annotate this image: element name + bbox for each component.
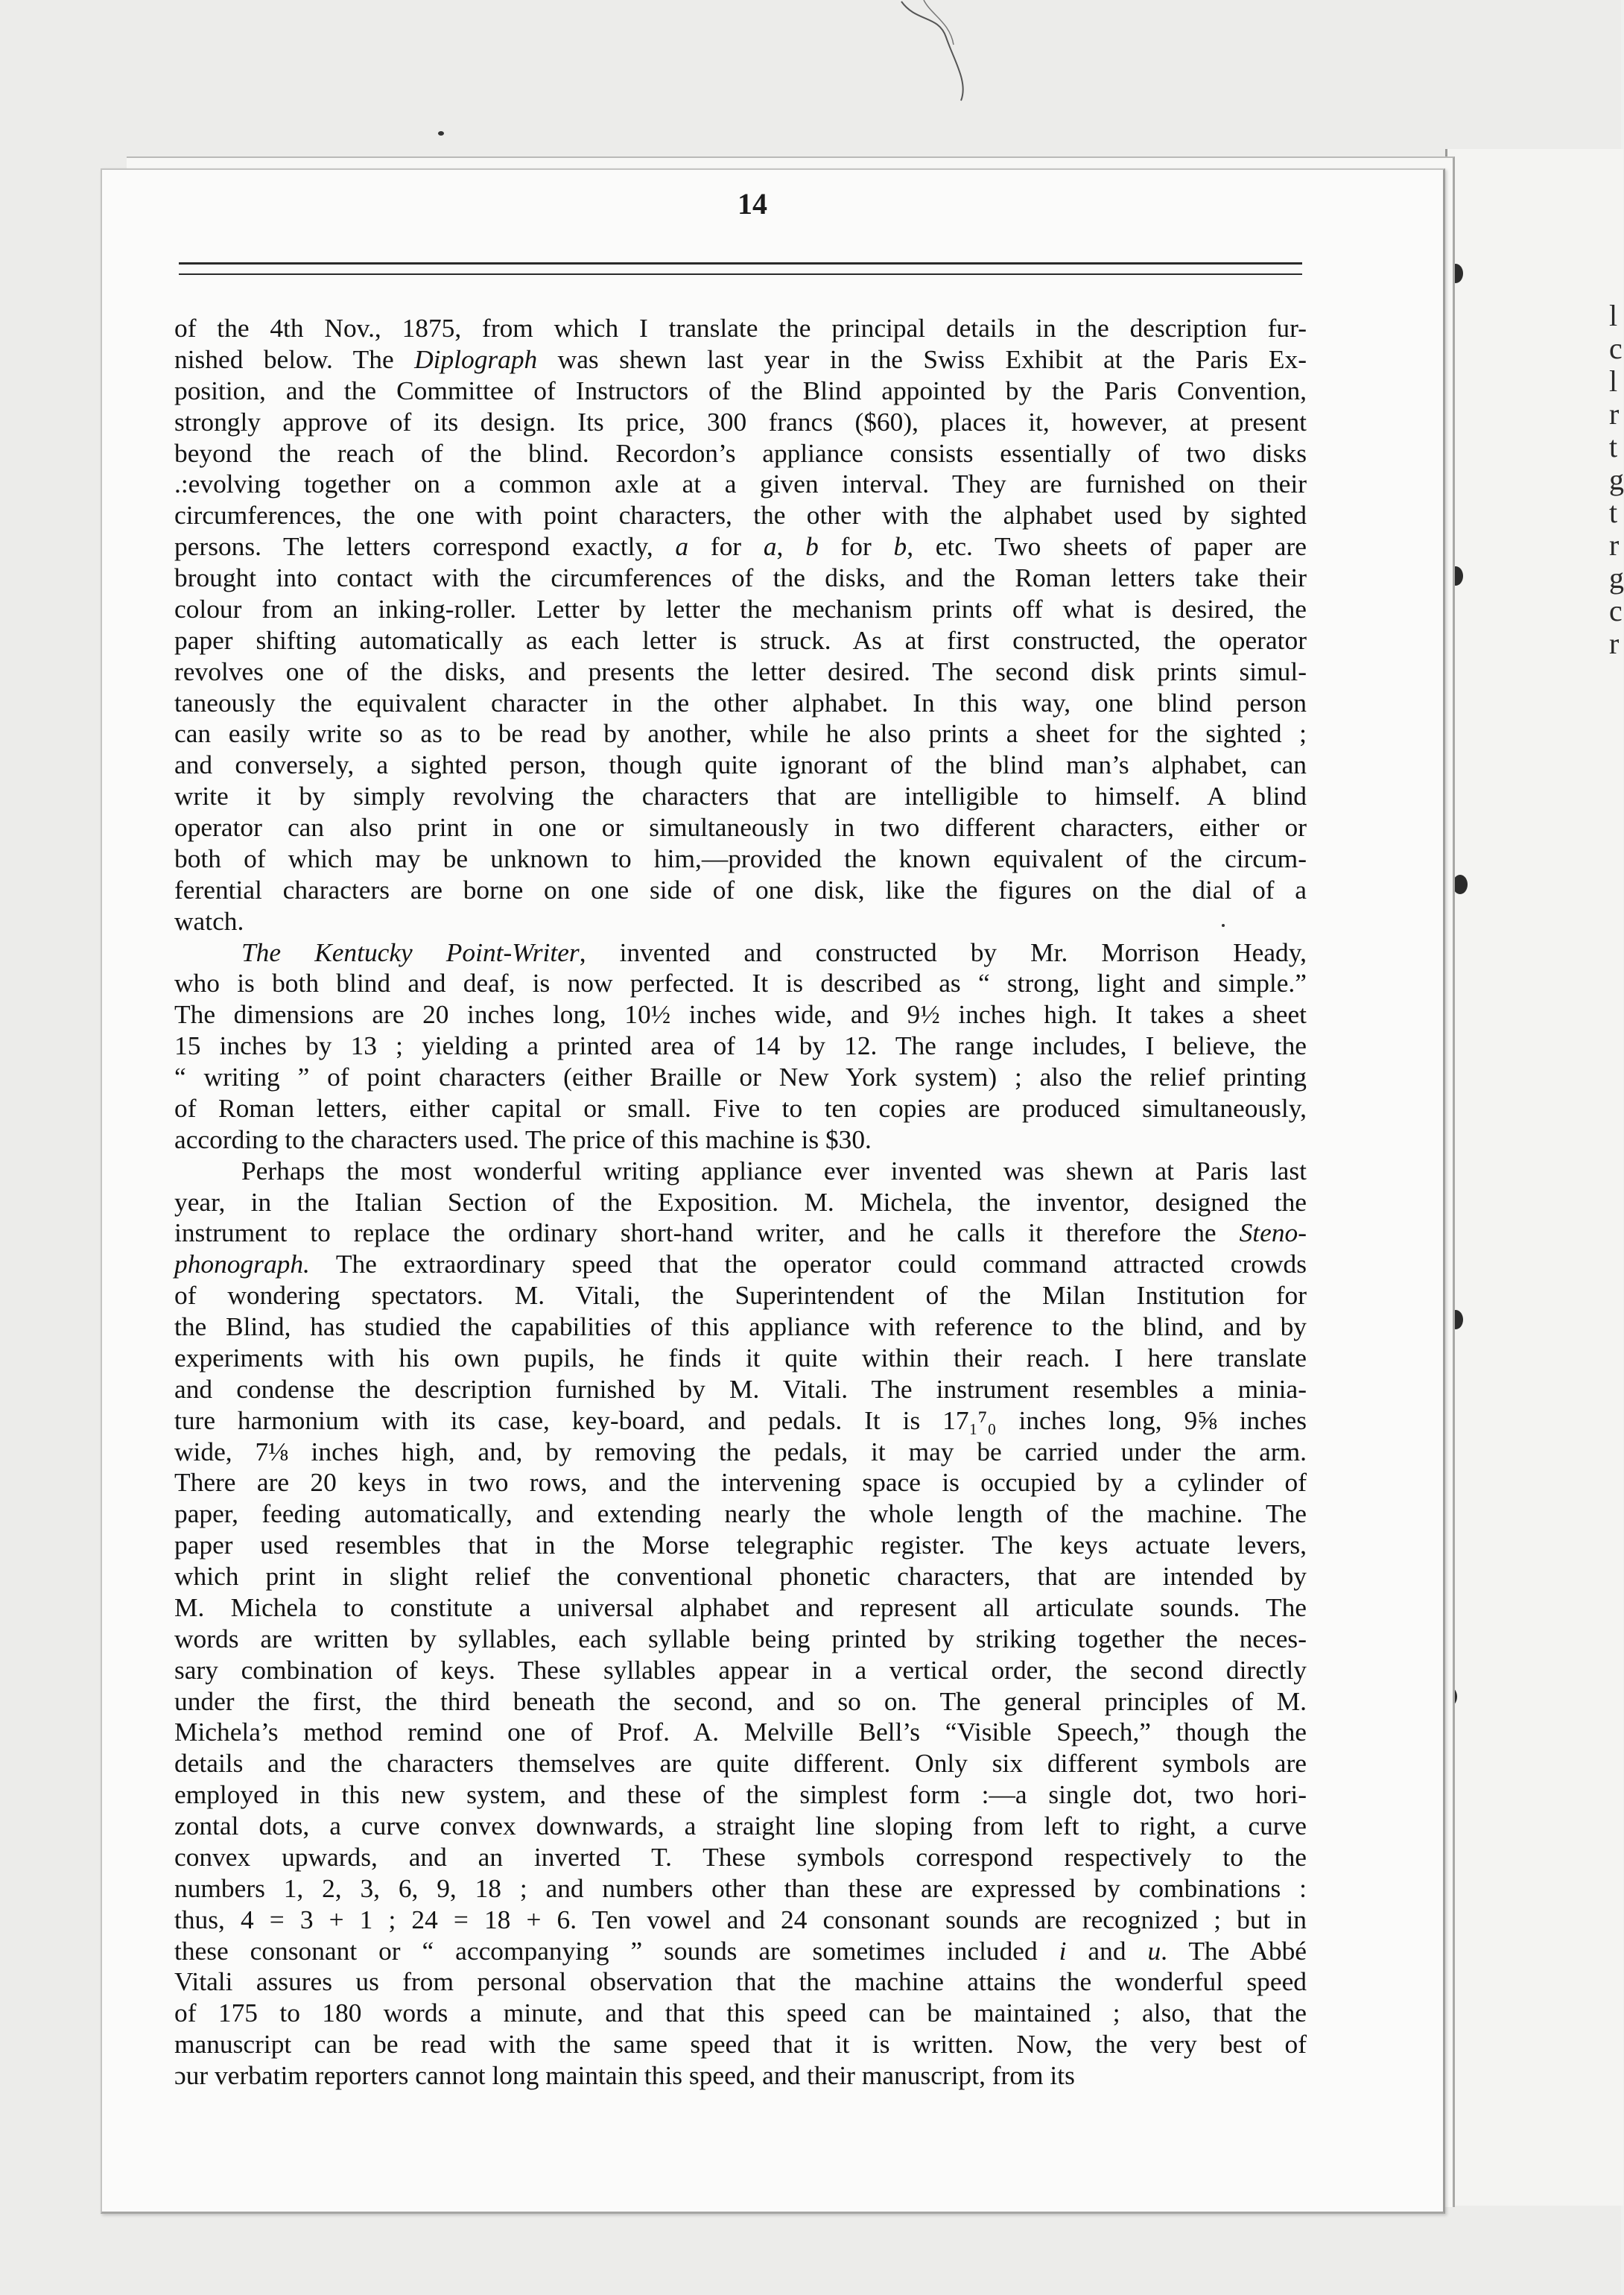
text-line: details and the characters themselves are quite different. Only six different symbols are	[174, 1748, 1307, 1779]
text-line: wide, 7⅛ inches high, and, by removing the pedals, it may be carried under the arm.	[174, 1436, 1307, 1466]
text-line: thus, 4 = 3 + 1 ; 24 = 18 + 6. Ten vowel and 24 consonant sounds are recognized ; but in	[174, 1904, 1307, 1934]
text-line: under the first, the third beneath the second, and so on. The general principles of M.	[174, 1685, 1307, 1716]
text-line: phonograph. The extraordinary speed that the operator could command attracted crowds	[174, 1249, 1307, 1279]
text-line: The dimensions are 20 inches long, 10½ inches wide, and 9½ inches high. It takes a sheet	[174, 999, 1307, 1030]
text-line: persons. The letters correspond exactly, a for a, b for b, etc. Two sheets of paper are	[174, 531, 1307, 562]
facing-page-letter: g	[1609, 561, 1624, 595]
text-line: strongly approve of its design. Its price, 300 francs ($60), places it, however, at present	[174, 406, 1307, 437]
text-line: of wondering spectators. M. Vitali, the Superintendent of the Milan Institution for	[174, 1280, 1307, 1311]
text-line: according to the characters used. The price of this machine is $30.	[174, 1124, 872, 1154]
text-line: ture harmonium with its case, key-board, and pedals. It is 17₁⁷₀ inches long, 9⅝ inches	[174, 1405, 1307, 1435]
text-line: revolves one of the disks, and presents the letter desired. The second disk prints simul-	[174, 656, 1307, 686]
facing-page-letter: g	[1609, 463, 1624, 496]
text-line: colour from an inking-roller. Letter by letter the mechanism prints off what is desired, the	[174, 593, 1307, 624]
text-line: can easily write so as to be read by another, while he also prints a sheet for the sighted ;	[174, 718, 1307, 749]
text-line: paper shifting automatically as each letter is struck. As at first constructed, the operator	[174, 624, 1307, 655]
text-line: who is both blind and deaf, is now perfected. It is described as “ strong, light and simple.”	[174, 968, 1307, 998]
text-line: experiments with his own pupils, he finds it quite within their reach. I here translate	[174, 1342, 1307, 1373]
text-line: Michela’s method remind one of Prof. A. Melville Bell’s “Visible Speech,” though the	[174, 1717, 1307, 1747]
text-line: watch.	[174, 905, 244, 936]
text-line: of 175 to 180 words a minute, and that this speed can be maintained ; also, that the	[174, 1998, 1307, 2028]
facing-page-letter: r	[1609, 397, 1620, 431]
text-line: numbers 1, 2, 3, 6, 9, 18 ; and numbers other than these are expressed by combinations :	[174, 1873, 1307, 1903]
text-line: circumferences, the one with point characters, the other with the alphabet used by sighted	[174, 500, 1307, 531]
facing-page-letter: l	[1609, 364, 1618, 398]
text-line: the Blind, has studied the capabilities of this appliance with reference to the blind, and by	[174, 1311, 1307, 1341]
text-line: of the 4th Nov., 1875, from which I translate the principal details in the description fur-	[174, 313, 1307, 343]
facing-page-letter: r	[1609, 627, 1620, 660]
text-line: Vitali assures us from personal observation that the machine attains the wonderful speed	[174, 1966, 1307, 1997]
text-line: position, and the Committee of Instructors of the Blind appointed by the Paris Convention,	[174, 375, 1307, 405]
text-line: paper used resembles that in the Morse telegraphic register. The keys actuate levers,	[174, 1530, 1307, 1560]
text-line: ɔur verbatim reporters cannot long maintain this speed, and their manuscript, from its	[174, 2060, 1075, 2090]
text-line: .:evolving together on a common axle at a given interval. They are furnished on their	[174, 469, 1307, 499]
text-line: both of which may be unknown to him,—provided the known equivalent of the circum-	[174, 843, 1307, 873]
text-line: words are written by syllables, each syllable being printed by striking together the neces-	[174, 1623, 1307, 1653]
text-line: “ writing ” of point characters (either Braille or New York system) ; also the relief printing	[174, 1062, 1307, 1092]
text-line: ferential characters are borne on one side of one disk, like the figures on the dial of a	[174, 874, 1307, 905]
page-number: 14	[738, 187, 767, 221]
text-line: sary combination of keys. These syllables appear in a vertical order, the second directly	[174, 1654, 1307, 1685]
text-line: these consonant or “ accompanying ” sounds are sometimes included i and u. The Abbé	[174, 1935, 1307, 1966]
text-line: of Roman letters, either capital or small. Five to ten copies are produced simultaneously,	[174, 1092, 1307, 1123]
text-line: write it by simply revolving the characters that are intelligible to himself. A blind	[174, 781, 1307, 811]
text-line: Perhaps the most wonderful writing appliance ever invented was shewn at Paris last	[241, 1155, 1307, 1186]
text-line: paper, feeding automatically, and extending nearly the whole length of the machine. The	[174, 1498, 1307, 1529]
text-line: and condense the description furnished by M. Vitali. The instrument resembles a minia-	[174, 1373, 1307, 1404]
text-line: M. Michela to constitute a universal alphabet and represent all articulate sounds. The	[174, 1592, 1307, 1622]
text-line: and conversely, a sighted person, though quite ignorant of the blind man’s alphabet, can	[174, 750, 1307, 780]
header-double-rule	[179, 262, 1302, 275]
facing-page	[1445, 149, 1623, 2206]
facing-page-letter: r	[1609, 528, 1620, 562]
text-line: employed in this new system, and these of the simplest form :—a single dot, two hori-	[174, 1779, 1307, 1810]
text-line: taneously the equivalent character in the other alphabet. In this way, one blind person	[174, 687, 1307, 718]
text-line: instrument to replace the ordinary short-hand writer, and he calls it therefore the Steno-	[174, 1218, 1307, 1248]
text-line: There are 20 keys in two rows, and the intervening space is occupied by a cylinder of	[174, 1467, 1307, 1498]
text-line: 15 inches by 13 ; yielding a printed area of 14 by 12. The range includes, I believe, the	[174, 1031, 1307, 1061]
facing-page-letter: c	[1609, 332, 1623, 365]
text-line: convex upwards, and an inverted T. These symbols correspond respectively to the	[174, 1841, 1307, 1872]
facing-page-letter: l	[1609, 299, 1618, 332]
text-line: manuscript can be read with the same speed that it is written. Now, the very best of	[174, 2029, 1307, 2060]
ink-speck	[438, 131, 444, 136]
text-line: The Kentucky Point-Writer, invented and constructed by Mr. Morrison Heady,	[241, 937, 1307, 967]
facing-page-letter: c	[1609, 594, 1623, 627]
text-line: nished below. The Diplograph was shewn last year in the Swiss Exhibit at the Paris Ex-	[174, 344, 1307, 374]
facing-page-letter: t	[1609, 430, 1618, 463]
text-line: zontal dots, a curve convex downwards, a straight line sloping from left to right, a curve	[174, 1811, 1307, 1840]
text-line: which print in slight relief the conventional phonetic characters, that are intended by	[174, 1561, 1307, 1591]
text-line: brought into contact with the circumferences of the disks, and the Roman letters take their	[174, 563, 1307, 592]
text-line: year, in the Italian Section of the Exposition. M. Michela, the inventor, designed the	[174, 1186, 1307, 1217]
facing-page-letter: t	[1609, 496, 1618, 529]
text-line: operator can also print in one or simultaneously in two different characters, either or	[174, 812, 1307, 842]
body-text	[174, 313, 1307, 2092]
binding-knot	[1453, 875, 1468, 894]
text-line: beyond the reach of the blind. Recordon’s appliance consists essentially of two disks	[174, 437, 1307, 468]
ink-speck	[1222, 924, 1225, 927]
stray-thread	[894, 0, 983, 104]
